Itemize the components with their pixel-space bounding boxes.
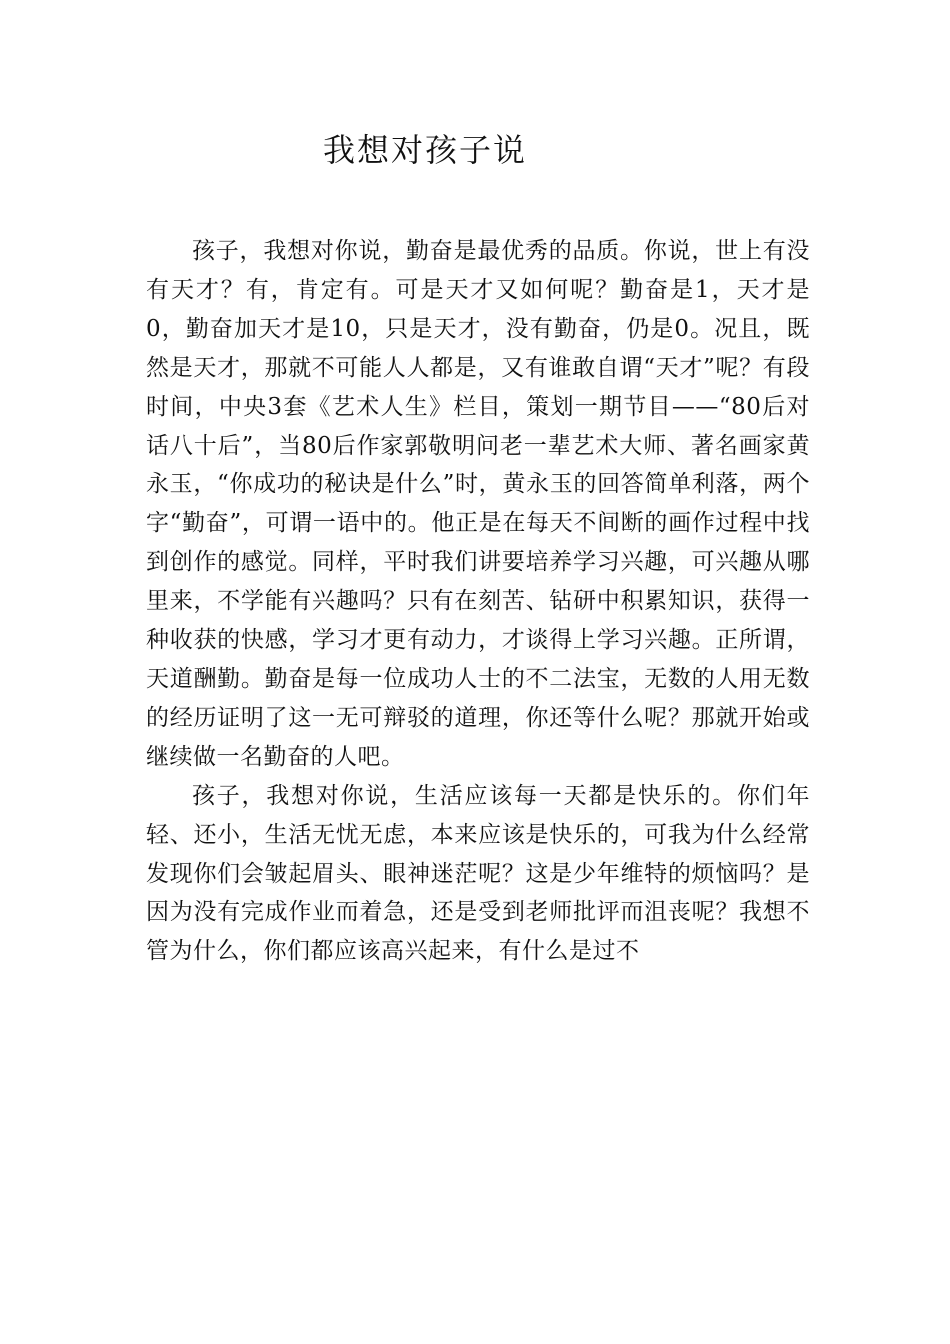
paragraph-diligence: 孩子，我想对你说，勤奋是最优秀的品质。你说，世上有没有天才？有，肯定有。可是天才又如何呢？勤奋是1，天才是0，勤奋加天才是10，只是天才，没有勤奋，仍是0。况且，既然是天才，那就不可能人人都是，又有谁敢自谓“天才”呢？有段时间，中央3套《艺术人生》栏目，策划一期节目——“80后对话八十后”，当80后作家郭敬明问老一辈艺术大师、著名画家黄永玉，“你成功的秘诀是什么”时，黄永玉的回答简单利落，两个字“勤奋”，可谓一语中的。他正是在每天不间断的画作过程中找到创作的感觉。同样，平时我们讲要培养学习兴趣，可兴趣从哪里来，不学能有兴趣吗？只有在刻苦、钻研中积累知识，获得一种收获的快感，学习才更有动力，才谈得上学习兴趣。正所谓，天道酬勤。勤奋是每一位成功人士的不二法宝，无数的人用无数的经历证明了这一无可辩驳的道理，你还等什么呢？那就开始或继续做一名勤奋的人吧。: [146, 238, 810, 770]
paragraph-happiness: 孩子，我想对你说，生活应该每一天都是快乐的。你们年轻、还小，生活无忧无虑，本来应该是快乐的，可我为什么经常发现你们会皱起眉头、眼神迷茫呢？这是少年维特的烦恼吗？是因为没有完成作业而着急，还是受到老师批评而沮丧呢？我想不管为什么，你们都应该高兴起来，有什么是过不: [146, 782, 810, 965]
document-title: 我想对孩子说: [322, 131, 527, 169]
document-body: [146, 232, 810, 971]
